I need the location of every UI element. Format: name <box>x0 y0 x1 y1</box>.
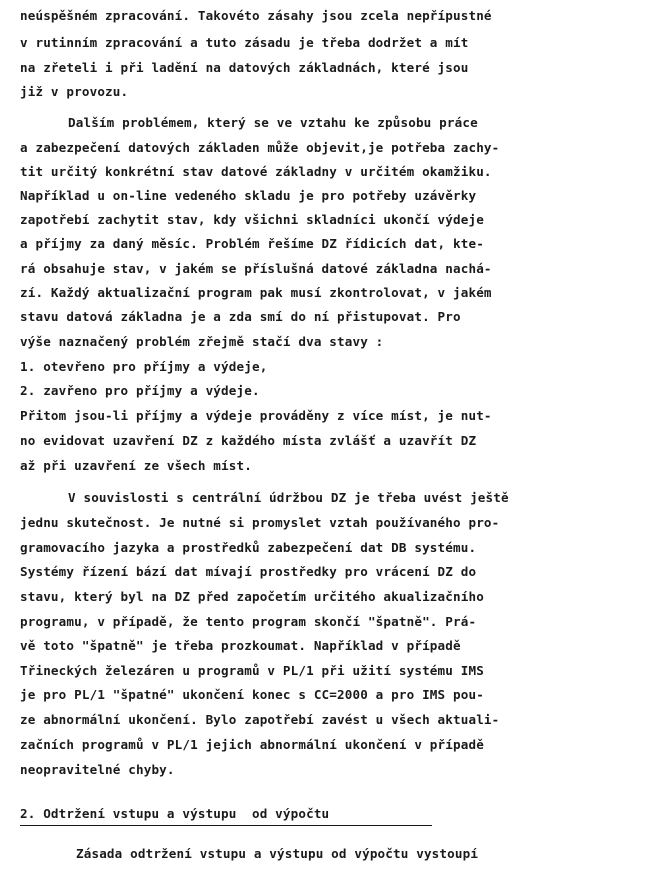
text-line: Třineckých železáren u programů v PL/1 při užití systému IMS <box>20 663 484 678</box>
text-line: již v provozu. <box>20 84 129 99</box>
section-heading: 2. Odtržení vstupu a výstupu od výpočtu <box>20 806 330 821</box>
text-line: Například u on-line vedeného skladu je pro potřeby uzávěrky <box>20 188 477 203</box>
text-line: no evidovat uzavření DZ z každého místa zvlášť a uzavřít DZ <box>20 433 477 448</box>
text-line: Dalším problémem, který se ve vztahu ke způsobu práce <box>68 115 478 130</box>
text-line: stavu datová základna je a zda smí do ní přistupovat. Pro <box>20 309 461 324</box>
text-line: V souvislosti s centrální údržbou DZ je třeba uvést ještě <box>68 490 509 505</box>
text-line: rá obsahuje stav, v jakém se příslušná datové základna nachá- <box>20 261 492 276</box>
text-line: výše naznačený problém zřejmě stačí dva stavy : <box>20 334 384 349</box>
text-line: a příjmy za daný měsíc. Problém řešíme DZ řídicích dat, kte- <box>20 236 484 251</box>
text-line: Systémy řízení bází dat mívají prostředky pro vrácení DZ do <box>20 564 477 579</box>
text-line: zapotřebí zachytit stav, kdy všichni skladníci ukončí výdeje <box>20 212 484 227</box>
heading-underline <box>20 825 432 826</box>
text-line: programu, v případě, že tento program skončí "špatně". Prá- <box>20 614 477 629</box>
text-line: neúspěšném zpracování. Takovéto zásahy jsou zcela nepřípustné <box>20 8 492 23</box>
text-line: ze abnormální ukončení. Bylo zapotřebí zavést u všech aktuali- <box>20 712 500 727</box>
text-line: vě toto "špatně" je třeba prozkoumat. Například v případě <box>20 638 461 653</box>
text-line: neopravitelné chyby. <box>20 762 175 777</box>
text-line: tit určitý konkrétní stav datové základny v určitém okamžiku. <box>20 164 492 179</box>
list-item: 1. otevřeno pro příjmy a výdeje, <box>20 359 268 374</box>
text-line: začních programů v PL/1 jejich abnormální ukončení v případě <box>20 737 484 752</box>
text-line: Přitom jsou-li příjmy a výdeje prováděny z více míst, je nut- <box>20 408 492 423</box>
text-line: až při uzavření ze všech míst. <box>20 458 252 473</box>
text-line: je pro PL/1 "špatné" ukončení konec s CC=2000 a pro IMS pou- <box>20 687 484 702</box>
text-line: Zásada odtržení vstupu a výstupu od výpočtu vystoupí <box>76 846 479 861</box>
text-line: a zabezpečení datových základen může objevit,je potřeba zachy- <box>20 140 500 155</box>
text-line: stavu, který byl na DZ před započetím určitého akualizačního <box>20 589 484 604</box>
text-line: jednu skutečnost. Je nutné si promyslet vztah používaného pro- <box>20 515 500 530</box>
text-line: zí. Každý aktualizační program pak musí zkontrolovat, v jakém <box>20 285 492 300</box>
text-line: v rutinním zpracování a tuto zásadu je třeba dodržet a mít <box>20 35 469 50</box>
list-item: 2. zavřeno pro příjmy a výdeje. <box>20 383 260 398</box>
text-line: na zřeteli i při ladění na datových základnách, které jsou <box>20 60 469 75</box>
text-line: gramovacího jazyka a prostředků zabezpečení dat DB systému. <box>20 540 477 555</box>
